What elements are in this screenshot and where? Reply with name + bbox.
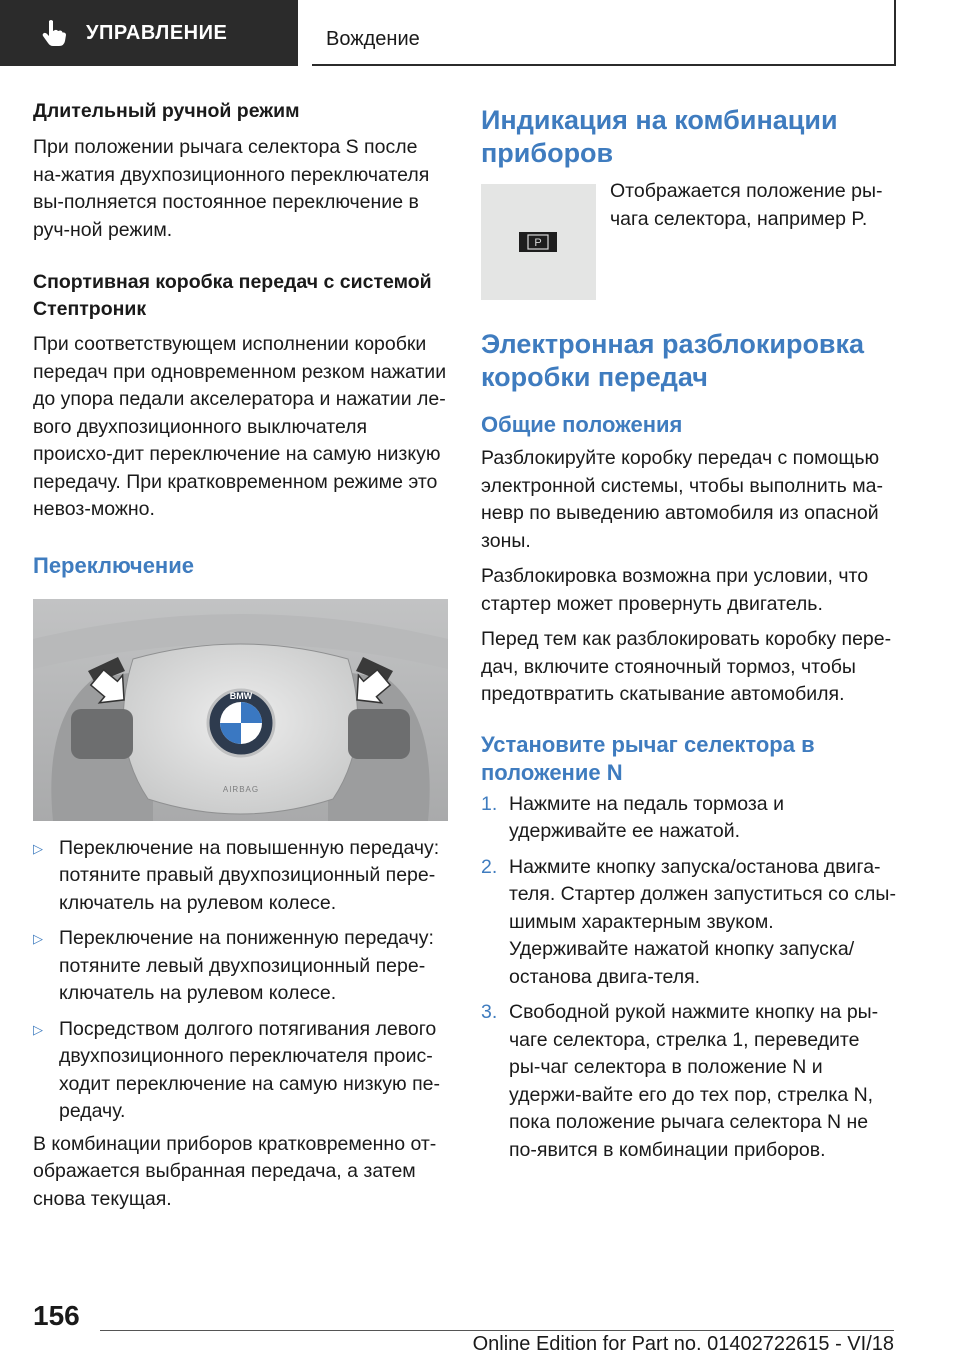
step-text: Свободной рукой нажмите кнопку на ры-чаге селектора, стрелка 1, переведите ры-чаг селектора в положение N и удержи-вайте его до тех пор, стрелка N, пока положение рычага селектора N не по-явится в комбинации приборов.: [509, 1001, 879, 1161]
list-item: [33, 925, 448, 1008]
gear-display-icon: [481, 184, 596, 300]
paragraph-general-1: Разблокируйте коробку передач с помощью электронной системы, чтобы выполнить ма-невр по выведению автомобиля из опасной зоны.: [481, 447, 883, 552]
heading-set-n: Установите рычаг селектора в положение N: [481, 731, 815, 785]
triangle-bullet-icon: ▷: [33, 1021, 43, 1037]
heading-electronic-unlock: Электронная разблокировка коробки передач: [481, 329, 865, 392]
heading-switching: Переключение: [33, 552, 194, 578]
step-number: 1.: [481, 792, 498, 815]
hand-pointer-icon: [38, 18, 68, 48]
triangle-bullet-icon: ▷: [33, 840, 43, 856]
bullet-text: Переключение на пониженную передачу: потяните левый двухпозиционный пере-ключатель на рулевом колесе.: [59, 927, 434, 1004]
page-number: 156: [33, 1300, 80, 1331]
section-title: Вождение: [326, 28, 420, 50]
step-number: 3.: [481, 1001, 498, 1023]
list-item: [33, 835, 448, 918]
bullet-text: Переключение на повышенную передачу: потяните правый двухпозиционный пере-ключатель на рулевом колесе.: [59, 836, 440, 914]
list-item: [481, 854, 896, 992]
section-header: [312, 0, 896, 66]
switching-bullet-list: [33, 835, 448, 1126]
paragraph-general-2: Разблокировка возможна при условии, что стартер может провернуть двигатель.: [481, 565, 869, 615]
step-number: 2.: [481, 855, 498, 878]
gear-letter: P: [534, 237, 542, 249]
list-item: [33, 1016, 448, 1126]
edition-info: Online Edition for Part no. 01402722615 - VI/18: [472, 1333, 894, 1355]
steps-list: [481, 791, 896, 1165]
triangle-bullet-icon: ▷: [33, 931, 43, 946]
step-text: Нажмите на педаль тормоза и удерживайте ее нажатой.: [509, 792, 784, 842]
left-column: [33, 98, 448, 1213]
chapter-title: УПРАВЛЕНИЕ: [86, 21, 228, 44]
airbag-label: AIRBAG: [222, 784, 260, 794]
footer-divider: [100, 1330, 894, 1331]
step-text: Нажмите кнопку запуска/останова двига-теля. Стартер должен запуститься со слы-шимым характерным звуком. Удерживайте нажатой кнопку запуска/останова двига-теля.: [509, 855, 896, 988]
gear-indication-block: [481, 180, 896, 300]
heading-indication: Индикация на комбинации приборов: [481, 105, 838, 168]
right-column: [481, 104, 896, 1164]
gear-indicator-image: [481, 184, 596, 300]
paragraph-manual-mode: При положении рычага селектора S после на-жатия двухпозиционного переключателя вы-полняется постоянное переключение в руч-ной режим.: [33, 136, 430, 241]
bullet-text: Посредством долгого потягивания левого двухпозиционного переключателя проис-ходит переключение на самую низкую пе-редачу.: [59, 1017, 441, 1122]
chapter-tab: [0, 0, 298, 66]
paragraph-indication: Отображается положение ры-чага селектора, например P.: [610, 180, 883, 230]
heading-manual-mode: Длительный ручной режим: [33, 100, 300, 122]
paragraph-sport-gearbox: При соответствующем исполнении коробки передач при одновременном резком нажатии до упора педали акселератора и нажатии ле-вого двухпозиционного выключателя происхо-дит переключение на самую низкую передачу. При кратковременном режиме это невоз-можно.: [33, 333, 447, 520]
bmw-logo-text: BMW: [229, 690, 253, 701]
heading-general: Общие положения: [481, 412, 683, 437]
list-item: [481, 999, 896, 1164]
paragraph-general-3: Перед тем как разблокировать коробку пере-дач, включите стояночный тормоз, чтобы предотвратить скатывание автомобиля.: [481, 628, 892, 705]
steering-wheel-image: [33, 599, 448, 821]
list-item: [481, 791, 896, 846]
paragraph-display: В комбинации приборов кратковременно от-ображается выбранная передача, а затем снова текущая.: [33, 1132, 437, 1210]
heading-sport-gearbox: Спортивная коробка передач с системой Стептроник: [33, 271, 432, 320]
